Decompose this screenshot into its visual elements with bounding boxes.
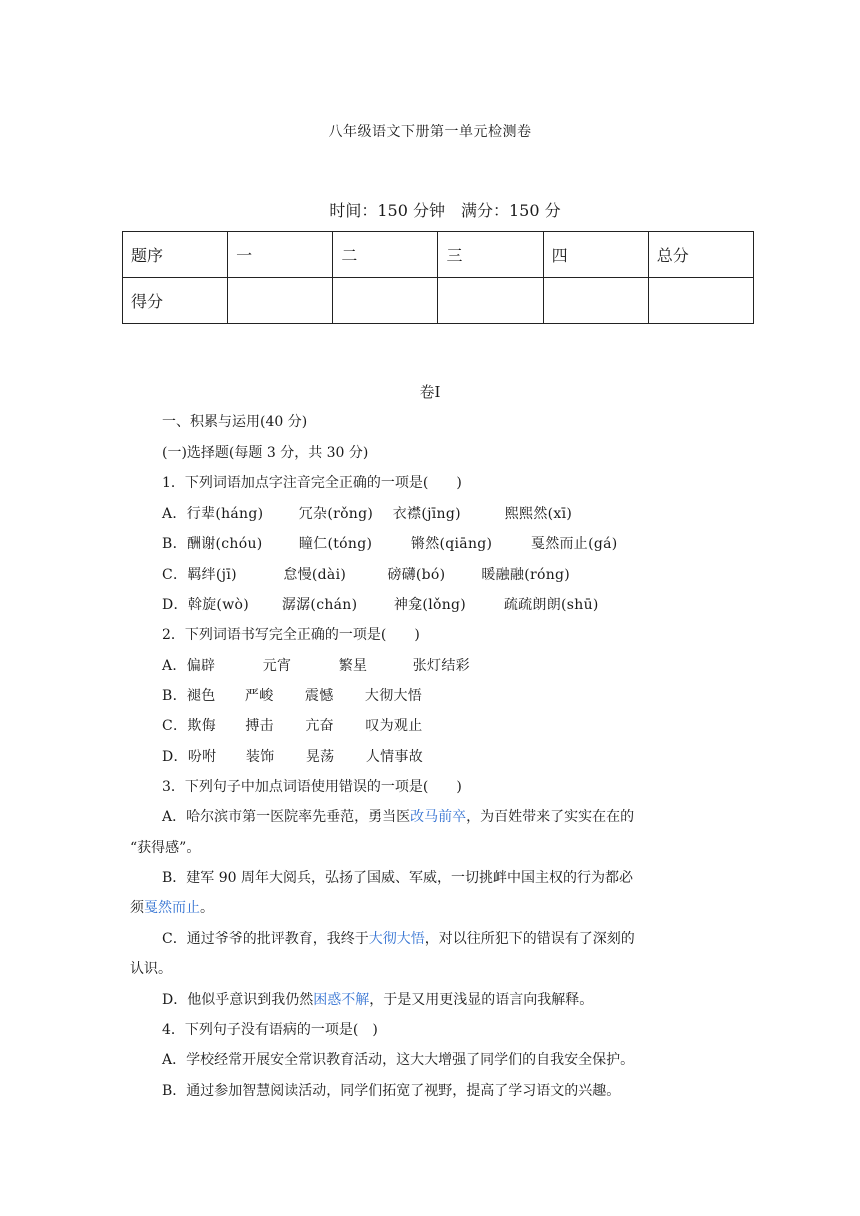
option-word: 张灯结彩 xyxy=(412,658,470,674)
score-input-cell[interactable] xyxy=(333,278,438,324)
volume-heading: 卷Ⅰ xyxy=(419,383,441,401)
score-input-cell[interactable] xyxy=(543,278,648,324)
section-heading: 一、积累与运用(40 分) xyxy=(162,414,308,430)
table-cell: 题序 xyxy=(123,232,228,278)
table-cell: 三 xyxy=(438,232,543,278)
score-input-cell[interactable] xyxy=(648,278,753,324)
q4-option-b: B．通过参加智慧阅读活动，同学们拓宽了视野，提高了学习语文的兴趣。 xyxy=(162,1083,621,1099)
option-word: 褪色 xyxy=(186,688,216,704)
highlighted-phrase: 困惑不解 xyxy=(313,992,370,1008)
table-cell: 一 xyxy=(228,232,333,278)
table-cell: 二 xyxy=(333,232,438,278)
q3-option-a-line1: A．哈尔滨市第一医院率先垂范，勇当医改马前卒，为百姓带来了实实在在的 xyxy=(162,809,635,825)
option-word: 震憾 xyxy=(304,688,334,704)
option-label: C． xyxy=(162,567,188,583)
q2-option-a xyxy=(162,655,470,675)
option-label: B． xyxy=(162,688,187,704)
option-word: 繁星 xyxy=(338,658,368,674)
option-label: A． xyxy=(162,506,187,522)
option-word: 欺侮 xyxy=(187,718,216,734)
score-table xyxy=(122,231,754,324)
table-cell: 总分 xyxy=(648,232,753,278)
full-score: 满分：150 分 xyxy=(461,201,561,220)
option-label: B． xyxy=(162,536,187,552)
exam-title: 八年级语文下册第一单元检测卷 xyxy=(328,124,532,140)
q3-option-c-line1: C．通过爷爷的批评教育，我终于大彻大悟，对以往所犯下的错误有了深刻的 xyxy=(162,931,635,947)
q3-option-d: D．他似乎意识到我仍然困惑不解，于是又用更浅显的语言向我解释。 xyxy=(162,992,594,1008)
q1-option-b xyxy=(162,533,618,553)
option-word: 大彻大悟 xyxy=(364,688,423,704)
option-word: 偏辟 xyxy=(186,658,216,674)
score-table-header-row xyxy=(123,232,754,278)
q1-option-a xyxy=(162,503,572,523)
option-word: 吩咐 xyxy=(187,749,217,765)
option-word: 晃荡 xyxy=(305,749,335,765)
q2-option-b xyxy=(162,685,422,705)
highlighted-phrase: 改马前卒 xyxy=(410,809,467,825)
option-word: 怠慢(dài) xyxy=(283,567,347,583)
option-word: 羁绊(jī) xyxy=(187,567,237,583)
q1-option-d xyxy=(162,594,599,614)
option-word: 装饰 xyxy=(245,749,275,765)
time-score-info xyxy=(0,198,860,221)
option-word: 衣襟(jīng) xyxy=(392,506,461,522)
q3-option-b-line2: 须戛然而止。 xyxy=(130,900,214,916)
option-word: 行辈(háng) xyxy=(186,506,264,522)
question-2-stem: 2．下列词语书写完全正确的一项是( ) xyxy=(162,627,420,643)
q3-option-b-line1: B．建军 90 周年大阅兵，弘扬了国威、军威，一切挑衅中国主权的行为都必 xyxy=(162,870,634,886)
option-label: C． xyxy=(162,718,188,734)
question-3-stem: 3．下列句子中加点词语使用错误的一项是( ) xyxy=(162,779,462,795)
score-input-cell[interactable] xyxy=(438,278,543,324)
option-word: 亢奋 xyxy=(305,718,334,734)
highlighted-phrase: 戛然而止 xyxy=(144,900,200,916)
option-label: D． xyxy=(162,749,188,765)
option-word: 元宵 xyxy=(262,658,292,674)
time-limit: 时间：150 分钟 xyxy=(329,201,445,220)
option-label: A． xyxy=(162,658,187,674)
highlighted-phrase: 大彻大悟 xyxy=(368,931,425,947)
q2-option-d xyxy=(162,746,423,766)
option-word: 搏击 xyxy=(245,718,274,734)
option-word: 叹为观止 xyxy=(365,718,423,734)
q2-option-c xyxy=(162,715,423,735)
option-word: 瞳仁(tóng) xyxy=(298,536,373,552)
score-input-cell[interactable] xyxy=(228,278,333,324)
table-cell: 得分 xyxy=(123,278,228,324)
option-word: 神龛(lǒng) xyxy=(393,597,467,613)
q4-option-a: A．学校经常开展安全常识教育活动，这大大增强了同学们的自我安全保护。 xyxy=(162,1052,635,1068)
option-word: 酬谢(chóu) xyxy=(186,536,263,552)
option-word: 磅礴(bó) xyxy=(387,567,446,583)
option-word: 人情事故 xyxy=(365,749,424,765)
q3-option-a-line2: “获得感”。 xyxy=(130,840,201,856)
question-1-stem: 1．下列词语加点字注音完全正确的一项是( ) xyxy=(162,475,462,491)
option-word: 熙熙然(xī) xyxy=(504,506,573,522)
option-word: 冗杂(rǒng) xyxy=(298,506,374,522)
option-word: 疏疏朗朗(shū) xyxy=(503,597,599,613)
option-word: 潺潺(chán) xyxy=(281,597,358,613)
score-table-score-row xyxy=(123,278,754,324)
q3-option-c-line2: 认识。 xyxy=(130,961,172,977)
option-word: 严峻 xyxy=(244,688,274,704)
option-word: 锵然(qiāng) xyxy=(410,536,493,552)
table-cell: 四 xyxy=(543,232,648,278)
question-4-stem: 4．下列句子没有语病的一项是( ) xyxy=(162,1022,378,1038)
option-word: 暖融融(róng) xyxy=(481,567,571,583)
option-word: 斡旋(wò) xyxy=(187,597,249,613)
subsection-heading: (一)选择题(每题 3 分，共 30 分) xyxy=(162,445,369,461)
option-label: D． xyxy=(162,597,188,613)
q1-option-c xyxy=(162,564,570,584)
option-word: 戛然而止(gá) xyxy=(530,536,618,552)
